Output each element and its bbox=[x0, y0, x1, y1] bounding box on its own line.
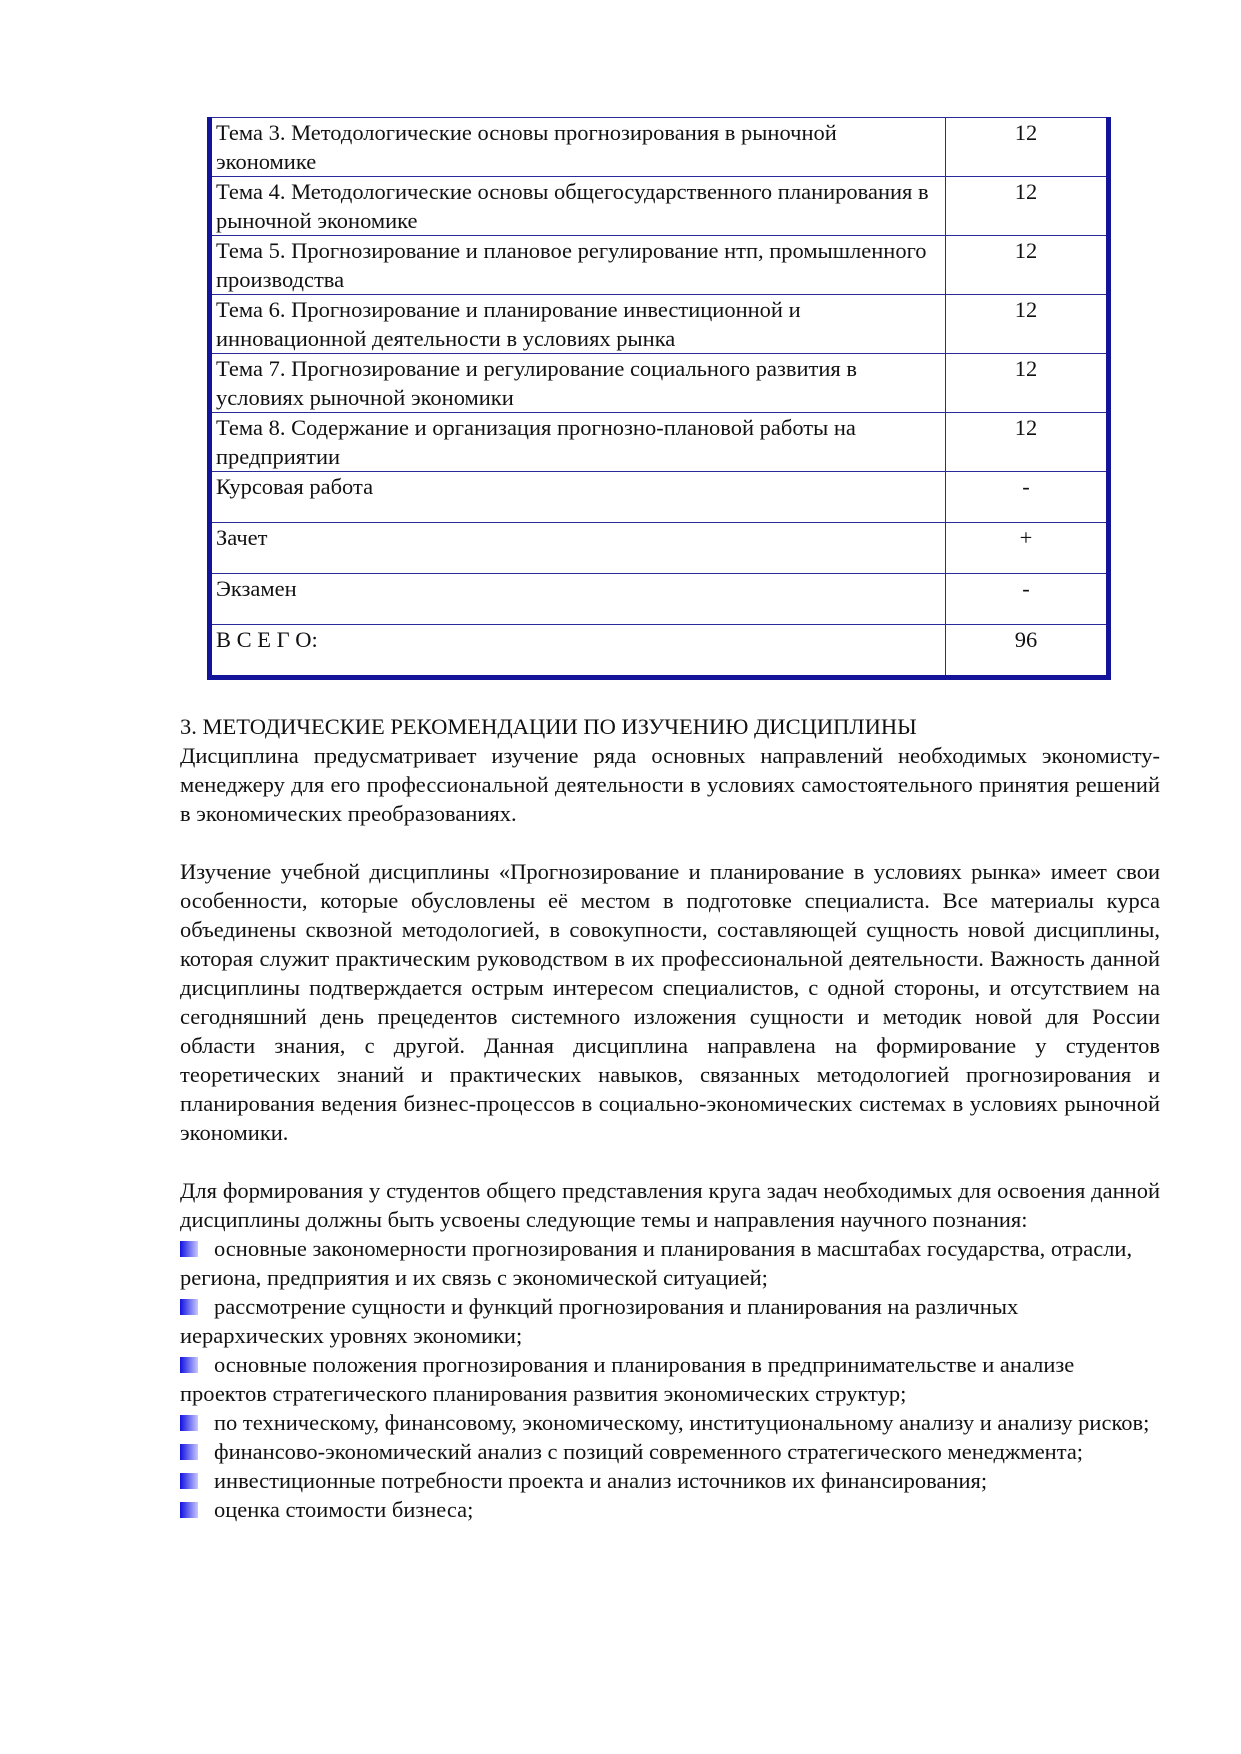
bullet-list bbox=[180, 1234, 1160, 1524]
bullet-text: основные положения прогнозирования и планирования в предпринимательстве и анализе проектов стратегического планирования развития экономических структур; bbox=[180, 1352, 1075, 1406]
section-content bbox=[180, 712, 1160, 1524]
hours-cell: 12 bbox=[946, 177, 1109, 236]
topic-cell: Тема 6. Прогнозирование и планирование инвестиционной и инновационной деятельности в условиях рынка bbox=[210, 295, 946, 354]
table-row bbox=[210, 625, 1109, 678]
bullet-text: финансово-экономический анализ с позиций современного стратегического менеджмента; bbox=[214, 1439, 1084, 1464]
hours-cell: 96 bbox=[946, 625, 1109, 678]
topic-cell: Тема 8. Содержание и организация прогнозно-плановой работы на предприятии bbox=[210, 413, 946, 472]
square-bullet-icon bbox=[180, 1444, 198, 1460]
bullet-item bbox=[180, 1437, 1160, 1466]
bullet-text: оценка стоимости бизнеса; bbox=[214, 1497, 474, 1522]
table-row bbox=[210, 523, 1109, 574]
table-row bbox=[210, 354, 1109, 413]
square-bullet-icon bbox=[180, 1415, 198, 1431]
hours-cell: - bbox=[946, 574, 1109, 625]
table-row bbox=[210, 236, 1109, 295]
table-row bbox=[210, 295, 1109, 354]
paragraph-1: Дисциплина предусматривает изучение ряда основных направлений необходимых экономисту-менеджеру для его профессиональной деятельности в условиях самостоятельного принятия решений в экономических преобразованиях. bbox=[180, 743, 1160, 826]
square-bullet-icon bbox=[180, 1502, 198, 1518]
hours-table bbox=[207, 117, 1111, 680]
bullet-item bbox=[180, 1234, 1160, 1292]
hours-cell: 12 bbox=[946, 295, 1109, 354]
square-bullet-icon bbox=[180, 1299, 198, 1315]
topic-cell: Тема 3. Методологические основы прогнозирования в рыночной экономике bbox=[210, 118, 946, 177]
bullet-text: рассмотрение сущности и функций прогнозирования и планирования на различных иерархических уровнях экономики; bbox=[180, 1294, 1019, 1348]
table-row bbox=[210, 472, 1109, 523]
topic-cell: Тема 7. Прогнозирование и регулирование социального развития в условиях рыночной экономики bbox=[210, 354, 946, 413]
bullet-item bbox=[180, 1350, 1160, 1408]
hours-cell: + bbox=[946, 523, 1109, 574]
square-bullet-icon bbox=[180, 1241, 198, 1257]
hours-cell: 12 bbox=[946, 354, 1109, 413]
square-bullet-icon bbox=[180, 1357, 198, 1373]
table-row bbox=[210, 574, 1109, 625]
topic-cell: Тема 5. Прогнозирование и плановое регулирование нтп, промышленного производства bbox=[210, 236, 946, 295]
hours-cell: 12 bbox=[946, 118, 1109, 177]
bullet-text: по техническому, финансовому, экономическому, институциональному анализу и анализу рисков; bbox=[214, 1410, 1150, 1435]
hours-cell: 12 bbox=[946, 413, 1109, 472]
bullet-item bbox=[180, 1292, 1160, 1350]
hours-cell: 12 bbox=[946, 236, 1109, 295]
square-bullet-icon bbox=[180, 1473, 198, 1489]
table-row bbox=[210, 177, 1109, 236]
bullet-text: основные закономерности прогнозирования и планирования в масштабах государства, отрасли, региона, предприятия и их связь с экономической ситуацией; bbox=[180, 1236, 1133, 1290]
topic-cell: Курсовая работа bbox=[210, 472, 946, 523]
section-heading: 3. МЕТОДИЧЕСКИЕ РЕКОМЕНДАЦИИ ПО ИЗУЧЕНИЮ ДИСЦИПЛИНЫ bbox=[180, 714, 917, 739]
table-row bbox=[210, 413, 1109, 472]
paragraph-3: Для формирования у студентов общего представления круга задач необходимых для освоения данной дисциплины должны быть усвоены следующие темы и направления научного познания: bbox=[180, 1178, 1160, 1232]
hours-cell: - bbox=[946, 472, 1109, 523]
bullet-item bbox=[180, 1408, 1160, 1437]
topic-cell: В С Е Г О: bbox=[210, 625, 946, 678]
paragraph-2: Изучение учебной дисциплины «Прогнозирование и планирование в условиях рынка» имеет свои особенности, которые обусловлены её местом в подготовке специалиста. Все материалы курса объединены сквозной методологией, в совокупности, составляющей сущность новой дисциплины, которая служит практическим руководством в их профессиональной деятельности. Важность данной дисциплины подтверждается острым интересом специалистов, с одной стороны, и отсутствием на сегодняшний день прецедентов системного изложения сущности и методик новой для России области знания, с другой. Данная дисциплина направлена на формирование у студентов теоретических знаний и практических навыков, связанных методологией прогнозирования и планирования ведения бизнес-процессов в социально-экономических системах в условиях рыночной экономики. bbox=[180, 859, 1160, 1145]
topic-cell: Экзамен bbox=[210, 574, 946, 625]
table-row bbox=[210, 118, 1109, 177]
bullet-item bbox=[180, 1495, 1160, 1524]
topic-cell: Зачет bbox=[210, 523, 946, 574]
bullet-text: инвестиционные потребности проекта и анализ источников их финансирования; bbox=[214, 1468, 988, 1493]
topic-cell: Тема 4. Методологические основы общегосударственного планирования в рыночной экономике bbox=[210, 177, 946, 236]
bullet-item bbox=[180, 1466, 1160, 1495]
